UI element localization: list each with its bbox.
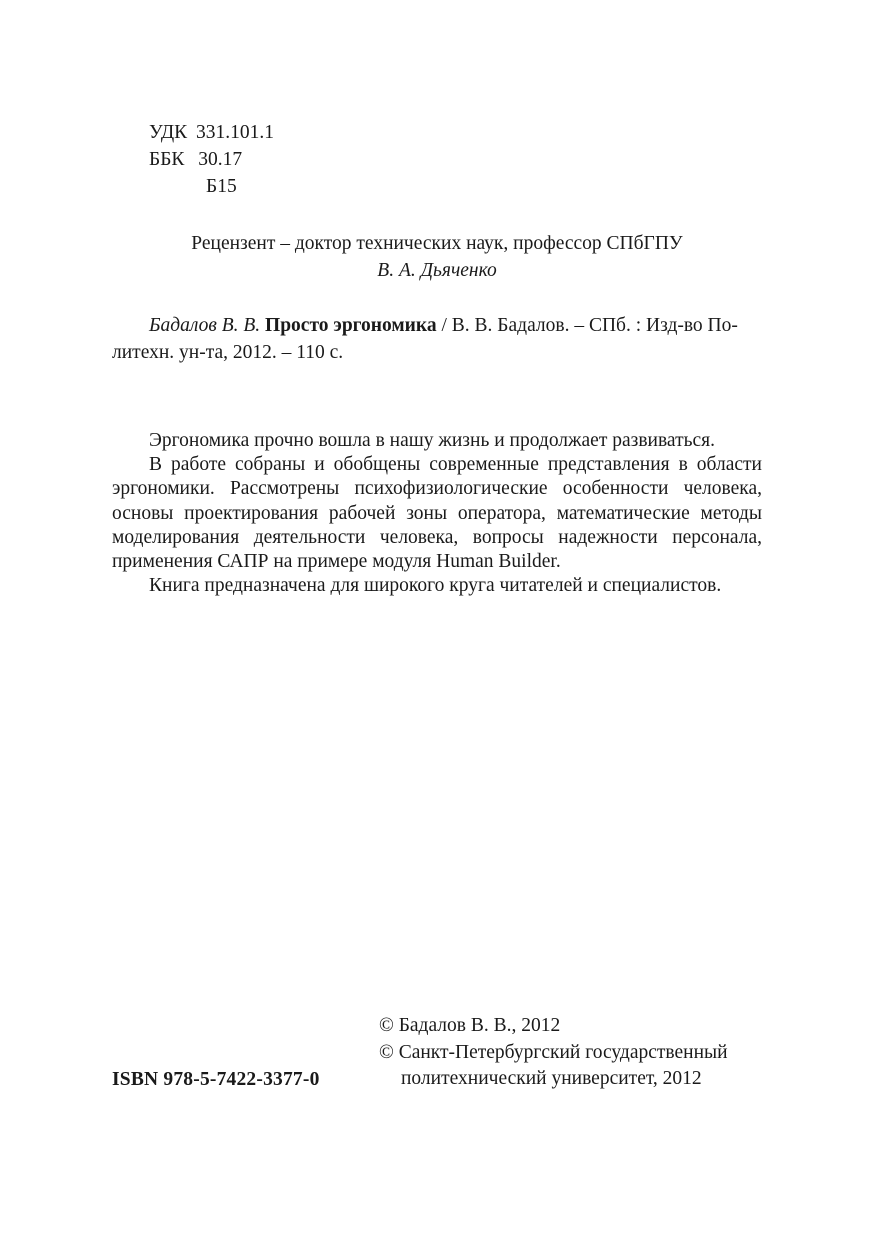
isbn: ISBN 978-5-7422-3377-0 bbox=[112, 1069, 320, 1090]
copyright-block bbox=[379, 1013, 728, 1093]
abstract-paragraph-3: Книга предназначена для широкого круга читателей и специалистов. bbox=[149, 575, 722, 597]
abstract bbox=[112, 429, 762, 598]
reviewer-line: Рецензент – доктор технических наук, профессор СПбГПУ bbox=[191, 233, 683, 254]
biblio-rest-line1: / В. В. Бадалов. – СПб. : Изд-во По- bbox=[436, 315, 738, 336]
author-mark: Б15 bbox=[206, 176, 237, 197]
bbk-row bbox=[149, 148, 242, 172]
bbk-value: 30.17 bbox=[198, 149, 243, 170]
biblio-author: Бадалов В. В. bbox=[149, 315, 261, 336]
reviewer-block bbox=[112, 232, 762, 286]
udk-label: УДК bbox=[149, 122, 188, 143]
udk-value: 331.101.1 bbox=[196, 122, 275, 143]
copyright-publisher: © Санкт-Петербургский государственный bbox=[379, 1041, 728, 1063]
udk-row bbox=[149, 121, 274, 145]
bibliographic-record bbox=[112, 312, 762, 366]
abstract-paragraph-2: В работе собраны и обобщены современные представления в области эргономики. Рассмотрены психофизиологические особенности человека, основы проектирования рабочей зоны оператора, математические методы моделирования деятельности человека, вопросы надежности персонала, применения САПР на примере модуля Human Builder. bbox=[112, 454, 762, 573]
abstract-paragraph-1: Эргономика прочно вошла в нашу жизнь и продолжает развиваться. bbox=[149, 430, 715, 451]
biblio-rest-line2: литехн. ун-та, 2012. – 110 с. bbox=[112, 342, 344, 363]
bbk-label: ББК bbox=[149, 149, 185, 170]
biblio-title: Просто эргономика bbox=[265, 315, 437, 336]
reviewer-name: В. А. Дьяченко bbox=[377, 260, 497, 281]
copyright-publisher-cont: политехнический университет, 2012 bbox=[401, 1068, 702, 1089]
copyright-author: © Бадалов В. В., 2012 bbox=[379, 1015, 561, 1036]
